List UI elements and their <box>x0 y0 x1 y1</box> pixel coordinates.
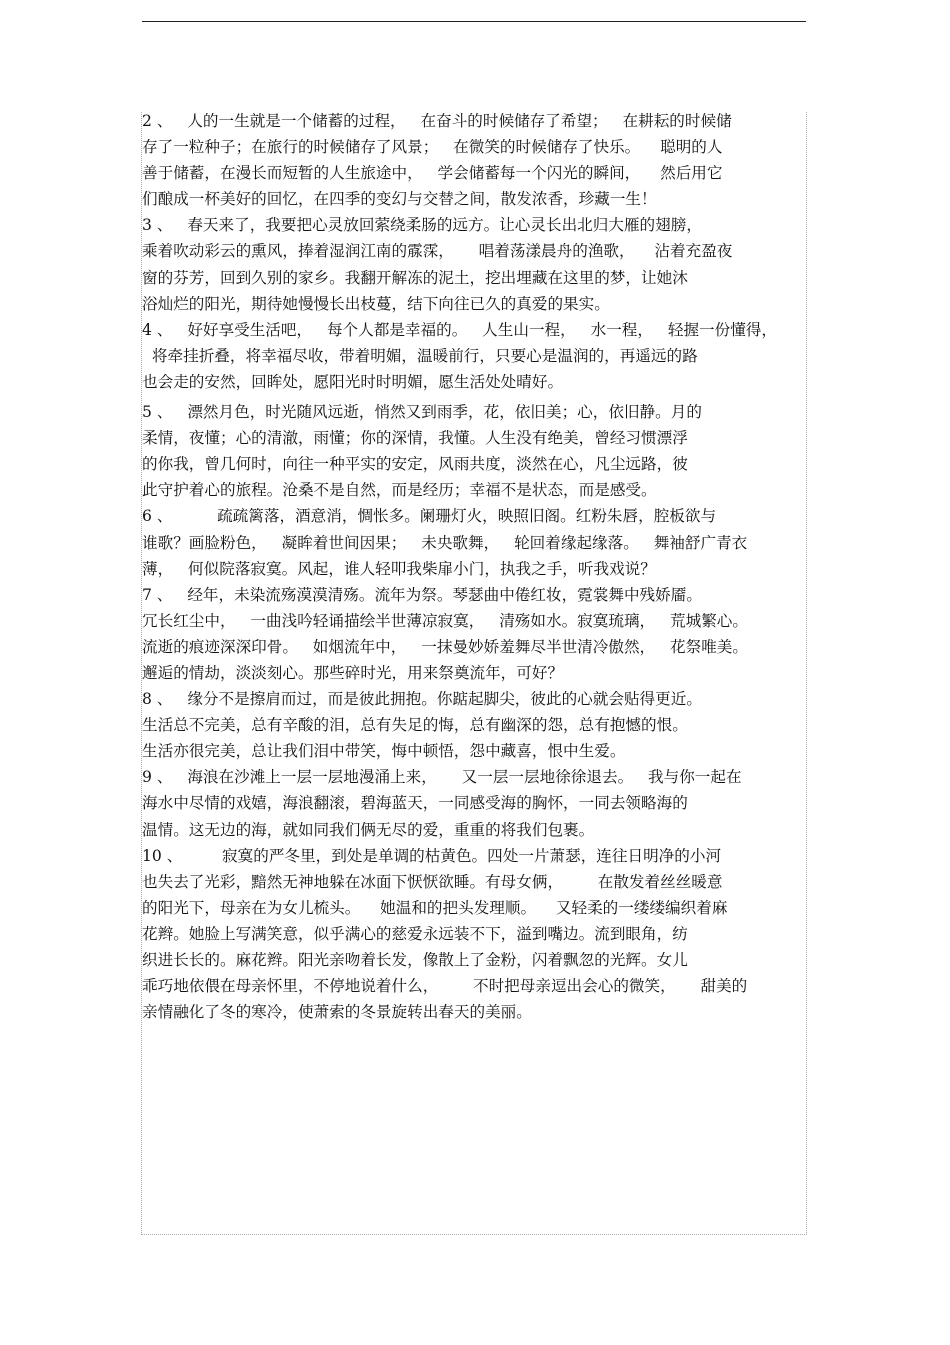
paragraph-line: 善于储蓄，在漫长而短暂的人生旅途中， 学会储蓄每一个闪光的瞬间， 然后用它 <box>142 164 723 183</box>
paragraph-line: 存了一粒种子；在旅行的时候储存了风景； 在微笑的时候储存了快乐。 聪明的人 <box>142 138 723 157</box>
document-body <box>142 108 806 1025</box>
paragraph-line: 此守护着心的旅程。沧桑不是自然，而是经历；幸福不是状态，而是感受。 <box>142 481 657 500</box>
paragraph-line: 窗的芬芳，回到久别的家乡。我翻开解冻的泥土，挖出埋藏在这里的梦，让她沐 <box>142 268 688 287</box>
paragraph-line: 8 、 缘分不是擦肩而过，而是彼此拥抱。你踮起脚尖，彼此的心就会贴得更近。 <box>142 690 702 709</box>
paragraph-line: 7 、 经年，未染流殇漠漠清殇。流年为祭。琴瑟曲中倦红妆，霓裳舞中残娇靥。 <box>142 585 702 604</box>
paragraph-line: 温情。这无边的海，就如同我们俩无尽的爱，重重的将我们包裹。 <box>142 820 595 839</box>
paragraph-8 <box>142 764 806 842</box>
paragraph-line: 4 、 好好享受生活吧， 每个人都是幸福的。 人生山一程， 水一程， 轻握一份懂得， <box>142 320 778 339</box>
paragraph-line: 将牵挂折叠，将幸福尽收，带着明媚，温暖前行，只要心是温润的，再遥远的路 <box>142 346 698 365</box>
paragraph-line: 谁歌？画脸粉色， 凝眸着世间因果； 未央歌舞， 轮回着缘起缘落。 舞袖舒广青衣 <box>142 533 748 552</box>
paragraph-9 <box>142 843 806 1026</box>
paragraph-line: 邂逅的情劫，淡淡刻心。那些碎时光，用来祭奠流年，可好？ <box>142 663 564 682</box>
paragraph-line: 3 、 春天来了，我要把心灵放回萦绕柔肠的远方。让心灵长出北归大雁的翅膀， <box>142 216 702 235</box>
paragraph-line: 薄， 何似院落寂寞。风起，谁人轻叩我柴扉小门，执我之手，听我戏说？ <box>142 559 656 578</box>
paragraph-2 <box>142 212 806 316</box>
paragraph-1 <box>142 108 806 212</box>
paragraph-line: 的阳光下，母亲在为女儿梳头。 她温和的把头发理顺。 又轻柔的一缕缕编织着麻 <box>142 898 728 917</box>
paragraph-line: 乘着吹动彩云的熏风，捧着湿润江南的霡霂， 唱着荡漾晨舟的渔歌， 沾着充盈夜 <box>142 242 733 261</box>
top-rule <box>142 21 806 22</box>
paragraph-line: 6 、 疏疏篱落，酒意消，惆怅多。阑珊灯火，映照旧阁。红粉朱唇，腔板欲与 <box>142 507 717 526</box>
paragraph-line: 乖巧地依偎在母亲怀里，不停地说着什么， 不时把母亲逗出会心的微笑， 甜美的 <box>142 977 748 996</box>
paragraph-line: 2 、 人的一生就是一个储蓄的过程， 在奋斗的时候储存了希望； 在耕耘的时候储 <box>142 112 732 130</box>
paragraph-line: 花辫。她脸上写满笑意，似乎满心的慈爱永远装不下，溢到嘴边。流到眼角，纺 <box>142 924 688 943</box>
paragraph-line: 也失去了光彩，黯然无神地躲在冰面下恹恹欲睡。有母女俩， 在散发着丝丝暖意 <box>142 872 723 891</box>
paragraph-line: 冗长红尘中， 一曲浅吟轻诵描绘半世薄凉寂寞， 清殇如水。寂寞琉璃， 荒城繁心。 <box>142 611 748 630</box>
paragraph-5 <box>142 503 806 581</box>
paragraph-7 <box>142 686 806 764</box>
paragraph-line: 也会走的安然，回眸处，愿阳光时时明媚，愿生活处处晴好。 <box>142 372 564 391</box>
paragraph-line: 柔情，夜懂；心的清澈，雨懂；你的深情，我懂。人生没有绝美，曾经习惯漂浮 <box>142 429 688 448</box>
paragraph-line: 浴灿烂的阳光，期待她慢慢长出枝蔓，结下向往已久的真爱的果实。 <box>142 294 610 313</box>
paragraph-line: 5 、 漂然月色，时光随风远逝，悄然又到雨季，花，依旧美；心，依旧静。月的 <box>142 403 702 422</box>
paragraph-line: 10 、 寂寞的严冬里，到处是单调的枯黄色。四处一片萧瑟，连往日明净的小河 <box>142 846 722 865</box>
paragraph-line: 的你我，曾几何时，向往一种平实的安定，风雨共度，淡然在心，凡尘远路，彼 <box>142 455 688 474</box>
paragraph-4 <box>142 399 806 503</box>
paragraph-6 <box>142 582 806 686</box>
paragraph-line: 亲情融化了冬的寒冷，使萧索的冬景旋转出春天的美丽。 <box>142 1003 532 1022</box>
paragraph-line: 流逝的痕迹深深印骨。 如烟流年中， 一抹曼妙娇羞舞尽半世清冷傲然， 花祭唯美。 <box>142 637 748 656</box>
paragraph-line: 织进长长的。麻花辫。阳光亲吻着长发，像散上了金粉，闪着飘忽的光辉。女儿 <box>142 951 688 969</box>
paragraph-line: 生活亦很完美，总让我们泪中带笑，悔中顿悟，怨中藏喜，恨中生爱。 <box>142 742 626 761</box>
paragraph-line: 们酿成一杯美好的回忆，在四季的变幻与交替之间，散发浓香，珍藏一生！ <box>142 190 657 209</box>
paragraph-line: 海水中尽情的戏嬉，海浪翻滚，碧海蓝天，一同感受海的胸怀，一同去领略海的 <box>142 794 688 813</box>
paragraph-3 <box>142 317 806 395</box>
paragraph-line: 9 、 海浪在沙滩上一层一层地漫涌上来， 又一层一层地徐徐退去。 我与你一起在 <box>142 768 742 787</box>
paragraph-line: 生活总不完美，总有辛酸的泪，总有失足的悔，总有幽深的怨，总有抱憾的恨。 <box>142 716 688 735</box>
